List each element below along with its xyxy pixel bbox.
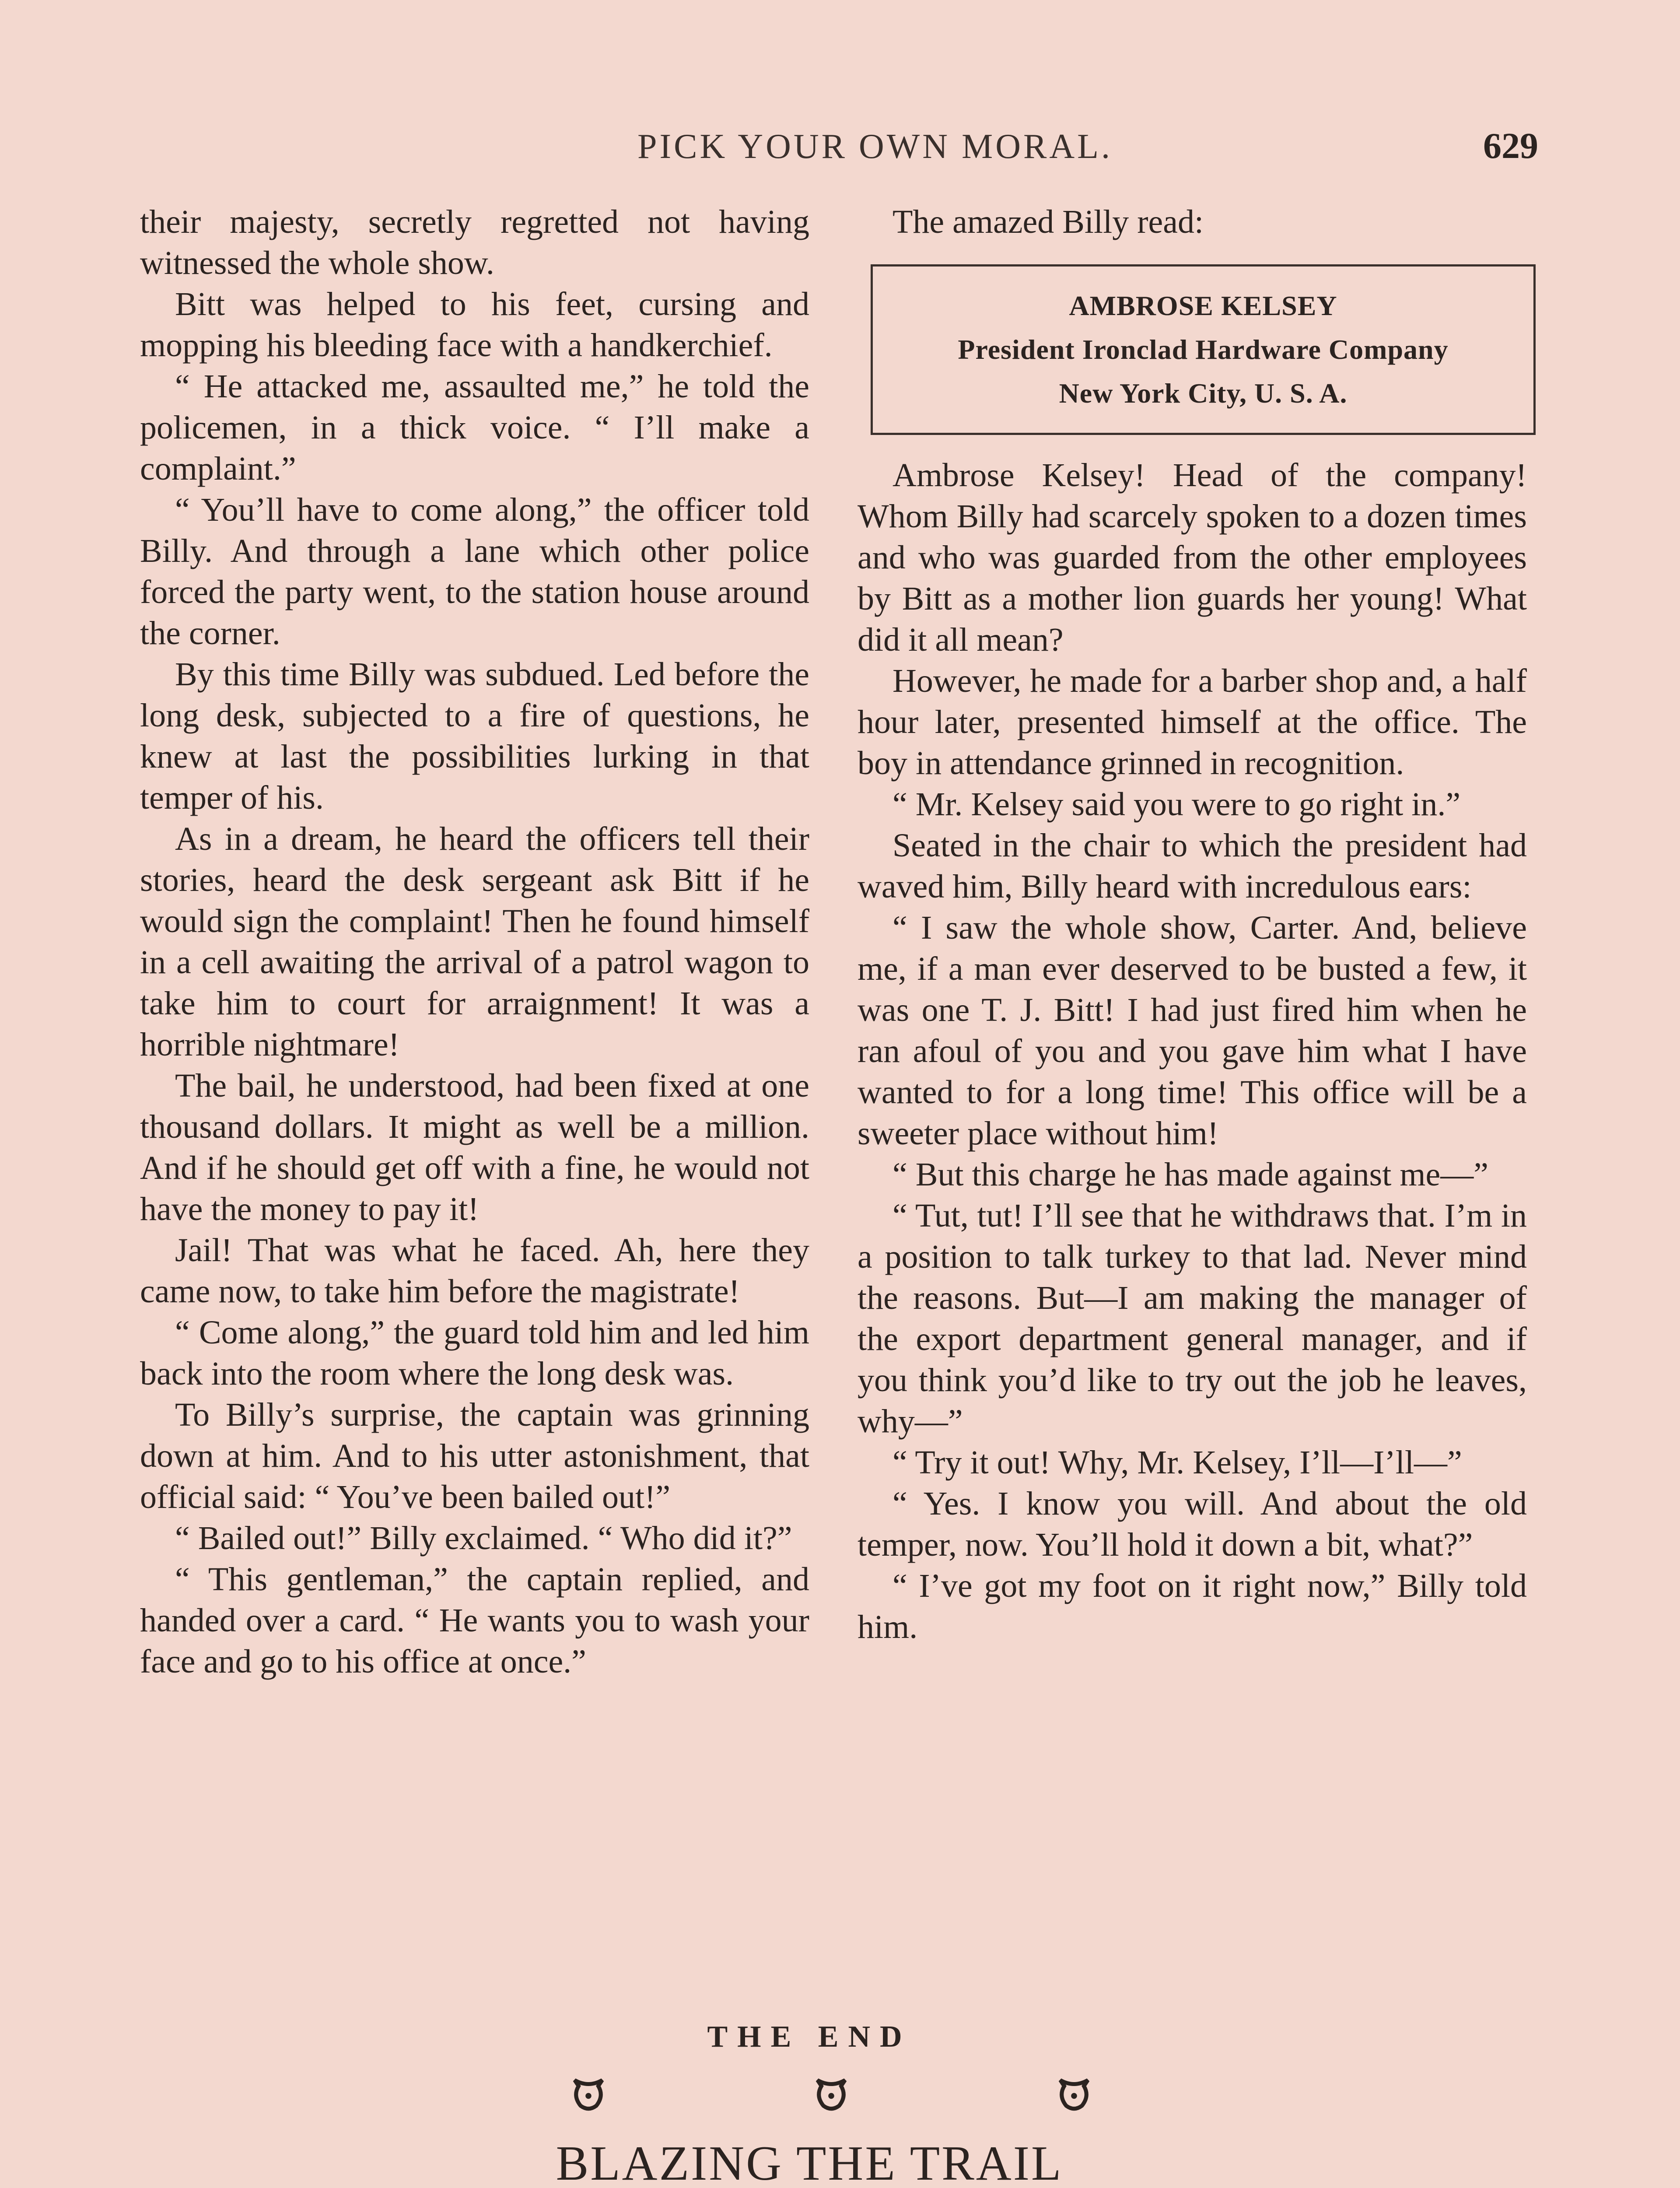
ornament-icon [812,2074,851,2114]
paragraph: “ Mr. Kelsey said you were to go right in.” [892,786,1461,823]
paragraph: “ But this charge he has made against me—” [892,1156,1488,1193]
page-number: 629 [1483,126,1538,166]
card-name: AMBROSE KELSEY [1069,290,1337,321]
paragraph: “ Come along,” the guard told him and led him back into the room where the long desk was. [140,1314,809,1392]
the-end-label: THE END [707,2020,912,2054]
running-title: PICK YOUR OWN MORAL. [637,127,1113,166]
paragraph: their majesty, secretly regretted not having witnessed the whole show. [140,203,809,281]
paragraph: “ You’ll have to come along,” the officer told Billy. And through a lane which other police forced the party went, to the station house around the corner. [140,491,809,652]
paragraph: “ This gentleman,” the captain replied, and handed over a card. “ He wants you to wash your face and go to his office at once.” [140,1561,809,1680]
paragraph: The amazed Billy read: [892,203,1204,240]
paragraph: “ Bailed out!” Billy exclaimed. “ Who did it?” [175,1520,792,1557]
paragraph: Seated in the chair to which the president had waved him, Billy heard with incredulous ears: [858,827,1527,905]
right-column [858,201,1527,1648]
card-location: New York City, U. S. A. [1059,378,1348,409]
paragraph: “ Yes. I know you will. And about the old temper, now. You’ll hold it down a bit, what?” [858,1485,1527,1563]
paragraph: Bitt was helped to his feet, cursing and mopping his bleeding face with a handkerchief. [140,286,809,364]
paragraph: Jail! That was what he faced. Ah, here they came now, to take him before the magistrate! [140,1232,809,1310]
paragraph: “ Try it out! Why, Mr. Kelsey, I’ll—I’ll—” [892,1444,1462,1481]
ornament-row [569,2074,1094,2114]
paragraph: “ I saw the whole show, Carter. And, believe me, if a man ever deserved to be busted a few, it was one T. J. Bitt! I had just fired him when he ran afoul of you and you gave him what I have wanted to for a long time! This office will be a sweeter place without him! [858,909,1527,1152]
left-column [140,201,809,1682]
ornament-icon [1054,2074,1094,2114]
section-title: BLAZING THE TRAIL [556,2136,1063,2188]
card-title: President Ironclad Hardware Company [958,334,1449,365]
paragraph: “ He attacked me, assaulted me,” he told the policemen, in a thick voice. “ I’ll make a complaint.” [140,368,809,487]
business-card [871,264,1536,435]
paragraph: To Billy’s surprise, the captain was grinning down at him. And to his utter astonishment, that official said: “ You’ve been bailed out!” [140,1396,809,1515]
ornament-icon [569,2074,608,2114]
paragraph: However, he made for a barber shop and, a half hour later, presented himself at the office. The boy in attendance grinned in recognition. [858,663,1527,782]
paragraph: Ambrose Kelsey! Head of the company! Whom Billy had scarcely spoken to a dozen times and who was guarded from the other employees by Bitt as a mother lion guards her young! What did it all mean? [858,457,1527,658]
paragraph: As in a dream, he heard the officers tell their stories, heard the desk sergeant ask Bitt if he would sign the complaint! Then he found himself in a cell awaiting the arrival of a patrol wagon to take him to court for arraignment! It was a horrible nightmare! [140,820,809,1063]
paragraph: “ I’ve got my foot on it right now,” Billy told him. [858,1567,1527,1645]
paragraph: The bail, he understood, had been fixed at one thousand dollars. It might as well be a million. And if he should get off with a fine, he would not have the money to pay it! [140,1067,809,1227]
paragraph: By this time Billy was subdued. Led before the long desk, subjected to a fire of questions, he knew at last the possibilities lurking in that temper of his. [140,656,809,816]
paragraph: “ Tut, tut! I’ll see that he withdraws that. I’m in a position to talk turkey to that lad. Never mind the reasons. But—I am making the manager of the export department general manager, and if you think you’d like to try out the job he leaves, why—” [858,1197,1527,1440]
